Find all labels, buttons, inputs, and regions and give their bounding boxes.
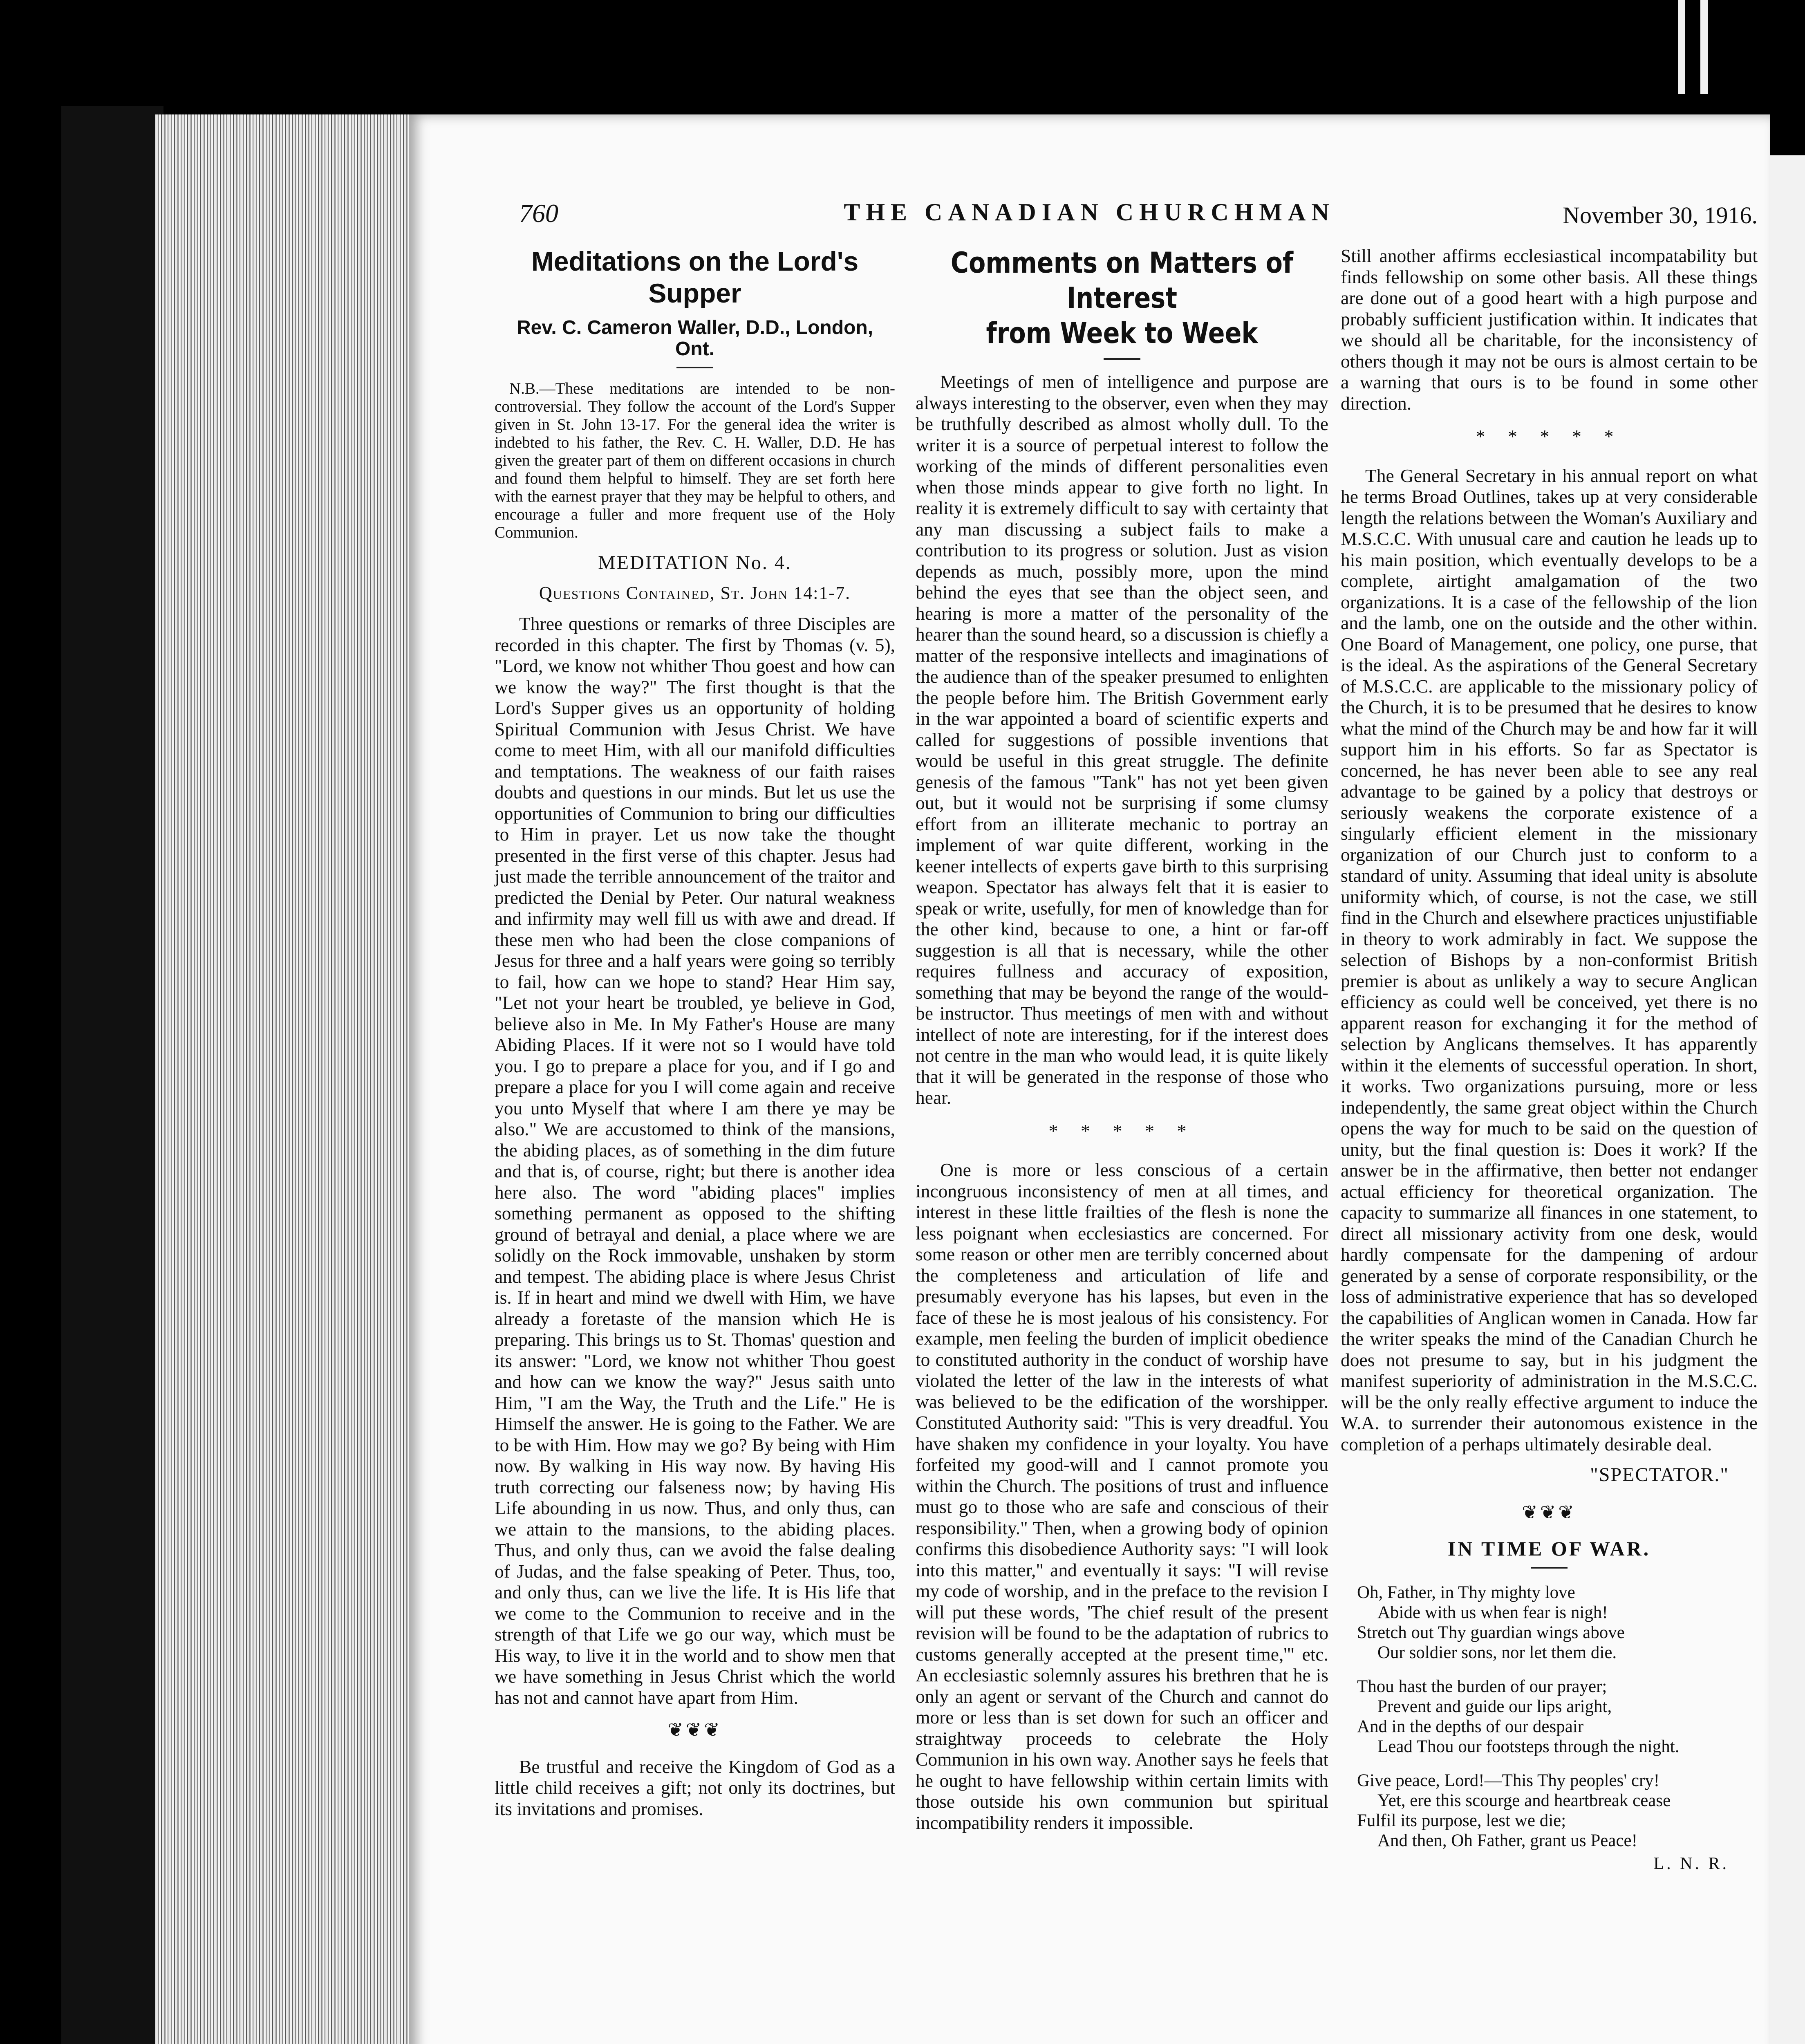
poem-line: Fulfil its purpose, lest we die; xyxy=(1357,1811,1566,1830)
comment-paragraph: Still another affirms ecclesiastical incompatability but finds fellowship on some other basis. All these things are done out of a good heart with a high purpose and probably sufficient justification within. It indicates that we should all be charitable, for the inconsistency of others though it may not be ours is almost certain to be a warning that ours is to be found in some other direction. xyxy=(1341,245,1758,414)
divider xyxy=(1531,1567,1568,1569)
poem-line: And then, Oh Father, grant us Peace! xyxy=(1377,1831,1637,1850)
page-header xyxy=(409,198,1770,231)
ornament-divider: ❦❦❦ xyxy=(667,1719,722,1740)
facing-page-edge xyxy=(1770,155,1805,2044)
poem-stanza xyxy=(1357,1771,1758,1851)
poem-title: IN TIME OF WAR. xyxy=(1447,1537,1651,1560)
section-separator: * * * * * xyxy=(1048,1120,1196,1141)
section-separator: * * * * * xyxy=(1476,426,1623,447)
article-byline: Rev. C. Cameron Waller, D.D., London, Ont. xyxy=(516,317,873,360)
poem-line: Stretch out Thy guardian wings above xyxy=(1357,1623,1625,1642)
poem-line: Thou hast the burden of our prayer; xyxy=(1357,1676,1607,1696)
ornament-divider: ❦❦❦ xyxy=(1522,1502,1577,1523)
publication-title: THE CANADIAN CHURCHMAN xyxy=(844,199,1335,226)
newspaper-page xyxy=(409,114,1770,2044)
meditation-subheading: Questions Contained, St. John 14:1-7. xyxy=(539,583,851,603)
book-spine-shadow xyxy=(61,106,163,2044)
article-title-line-1: Comments on Matters of Interest xyxy=(950,246,1294,315)
column-continued xyxy=(1341,245,1758,1874)
scan-background xyxy=(0,0,61,2044)
poem-line: Yet, ere this scourge and heartbreak cease xyxy=(1377,1791,1671,1810)
poem-line: Prevent and guide our lips aright, xyxy=(1377,1697,1612,1716)
poem-line: And in the depths of our despair xyxy=(1357,1717,1584,1736)
comment-paragraph: The General Secretary in his annual report on what he terms Broad Outlines, takes up at very considerable length the relations between the Woman's Auxiliary and M.S.C.C. With unusual care and caution he leads up to his main position, which eventually develops to be a complete, airtight amalgamation of the two organizations. It is a case of the fellowship of the lion and the lamb, one on the outside and the other within. One Board of Management, one policy, one purse, that is the ideal. As the aspirations of the General Secretary of M.S.C.C. are applicable to the missionary policy of the Church, it is to be presumed that he desires to know what the mind of the Church may be and how far it will support him in his efforts. So far as Spectator is concerned, he has never been able to see any real advantage to be gained by a policy that destroys or seriously weakens the corporate existence of a singularly efficient element in the missionary organization of our Church just to conform to a standard of unity. Assuming that ideal unity is absolute uniformity which, of course, is not the case, we still find in the Church and elsewhere practices unjustifiable in theory to work admirably in fact. We suppose the selection of Bishops by a non-conformist British premier is about as unlikely a way to secure Anglican efficiency as could well be conceived, yet there is no apparent reason for exchanging it for the method of selection by Anglicans themselves. It has apparently within it the elements of successful operation. In short, it works. Two organizations pursuing, more or less independently, the same great object within the Church opens the way for much to be said on the question of unity, but the final question is: Does it work? If the answer be in the affirmative, then better not endanger actual efficiency for theoretical organization. The capacity to summarize all finances in one statement, to direct all missionary activity from one desk, would hardly compensate for the dampening of ardour generated by a sense of corporate responsibility, or the loss of administrative experience that has so developed the capabilities of Anglican women in Canada. How far the writer speaks the mind of the Canadian Church he does not presume to say, but in his judgment the manifest superiority of administration in the M.S.C.C. will be the only really effective argument to induce the W.A. to surrender their autonomous existence in the completion of a perhaps ultimately desirable deal. xyxy=(1341,465,1758,1455)
poem-author: L. N. R. xyxy=(1653,1854,1729,1873)
meditation-heading: MEDITATION No. 4. xyxy=(598,552,792,574)
closing-paragraph: Be trustful and receive the Kingdom of God as a little child receives a gift; not only its doctrines, but its invitations and promises. xyxy=(495,1756,895,1819)
poem-line: Lead Thou our footsteps through the night. xyxy=(1377,1737,1680,1756)
poem-line: Oh, Father, in Thy mighty love xyxy=(1357,1582,1575,1602)
column-comments xyxy=(916,245,1328,1843)
poem-line: Abide with us when fear is nigh! xyxy=(1377,1602,1608,1622)
poem-stanza xyxy=(1357,1676,1758,1757)
article-body: Three questions or remarks of three Disciples are recorded in this chapter. The first by Thomas (v. 5), "Lord, we know not whither Thou goest and how can we know the way?" The first thought is that the Lord's Supper gives us an opportunity of holding Spiritual Communion with Jesus Christ. We have come to meet Him, with all our manifold difficulties and temptations. The weakness of our faith raises doubts and questions in our minds. But let us use the opportunities of Communion to bring our difficulties to Him in prayer. Let us now take the thought presented in the first verse of this chapter. Jesus had just made the terrible announcement of the traitor and predicted the Denial by Peter. Our natural weakness and infirmity may well fill us with awe and dread. If these men who had been the close companions of Jesus for three and a half years were going so terribly to fail, how can we hope to stand? Hear Him say, "Let not your heart be troubled, ye believe in God, believe also in Me. In My Father's House are many Abiding Places. If it were not so I would have told you. I go to prepare a place for you, and if I go and prepare a place for you I will come again and receive you unto Myself that where I am there ye may be also." We are accustomed to think of the mansions, the abiding places, as of something in the dim future and that is, of course, right; but there is another idea here also. The word "abiding places" implies something permanent as opposed to the shifting ground of betrayal and denial, a place where we are solidly on the Rock immovable, unshaken by storm and tempest. The abiding place is where Jesus Christ is. If in heart and mind we dwell with Him, we have already a foretaste of the mansion which He is preparing. This brings us to St. Thomas' question and its answer: "Lord, we know not whither Thou goest and how can we know the way?" Jesus saith unto Him, "I am the Way, the Truth and the Life." He is Himself the answer. He is going to the Father. We are to be with Him. How may we go? By being with Him now. By walking in His way now. By having His truth correcting our falseness now; by having His Life abounding in us now. Thus, and only thus, can we attain to the mansions, to the abiding places. Thus, and only thus, can we avoid the false dealing of Judas, and the false speaking of Peter. Thus, too, and only thus, can we live the life. It is His life that we come to the Communion to receive and in the strength of that Life we go our way, which must be His way, to live it in the world and to show men that we have something in Jesus Christ which the world has not and cannot have apart from Him. xyxy=(495,613,895,1708)
article-title: Meditations on the Lord's Supper xyxy=(531,246,859,308)
scanner-bar xyxy=(1700,0,1708,94)
poem-line: Give peace, Lord!—This Thy peoples' cry! xyxy=(1357,1771,1660,1790)
divider xyxy=(1104,358,1140,360)
column-meditations xyxy=(495,245,895,1829)
comment-paragraph: Meetings of men of intelligence and purpose are always interesting to the observer, even when they may be truthfully described as almost wholly dull. To the writer it is a source of perpetual interest to follow the working of the minds of different personalities even when those minds appear to give forth no light. In reality it is extremely difficult to say with certainty that any man discussing a subject fails to make a contribution to its progress or solution. Just as vision depends as much, possibly more, upon the mind behind the eyes that see than the object seen, and hearing is more a matter of the personality of the hearer than the sound heard, so a discussion is chiefly a matter of the responsive intellects and imaginations of the audience than of the speaker presumed to enlighten the people before him. The British Government early in the war appointed a board of scientific experts and called for suggestions of possible inventions that would be useful in this great struggle. The definite genesis of the famous "Tank" has not yet been given out, but it would not be surprising if some clumsy effort from an illiterate mechanic to portray an implement of war quite different, working in the keener intellects of experts gave birth to this surprising weapon. Spectator has always felt that it is easier to speak or write, usefully, for men of knowledge than for the other kind, because to one, a hint or far-off suggestion is all that is necessary, while the other requires fullness and accuracy of exposition, something that may be beyond the range of the would-be instructor. Thus meetings of men with and without intellect of note are interesting, for if the interest does not centre in the man who would lead, it is quite likely that it will be generated in the response of those who hear. xyxy=(916,371,1328,1108)
poem-stanza xyxy=(1357,1582,1758,1663)
page-number: 760 xyxy=(519,199,558,228)
article-title-line-2: from Week to Week xyxy=(986,316,1258,350)
author-signature: "SPECTATOR." xyxy=(1590,1464,1729,1486)
divider xyxy=(676,367,713,368)
poem xyxy=(1357,1582,1758,1874)
scanner-bar xyxy=(1678,0,1685,94)
poem-line: Our soldier sons, nor let them die. xyxy=(1377,1643,1617,1662)
issue-date: November 30, 1916. xyxy=(1563,202,1758,229)
editor-note: N.B.—These meditations are intended to be non-controversial. They follow the account of the Lord's Supper given in St. John 13-17. For the general idea the writer is indebted to his father, the Rev. C. H. Waller, D.D. He has given the greater part of them on different occasions in church and found them helpful to himself. They are set forth here with the earnest prayer that they may be helpful to others, and encourage a fuller and more frequent use of the Holy Communion. xyxy=(495,380,895,541)
comment-paragraph: One is more or less conscious of a certain incongruous inconsistency of men at all times, and interest in these little frailties of the flesh is none the less poignant when ecclesiastics are concerned. For some reason or other men are terribly concerned about the completeness and articulation of life and presumably everyone has his lapses, but even in the face of these he is most jealous of his consistency. For example, men feeling the burden of implicit obedience to constituted authority in the conduct of worship have violated the letter of the law in the interests of what was believed to be the edification of the worshipper. Constituted Authority said: "This is very dreadful. You have shaken my confidence in your loyalty. You have forfeited my good-will and I cannot promote you within the Church. The positions of trust and influence must go to those who are safe and conscious of their responsibility." Then, when a growing body of opinion confirms this disobedience Authority says: "I will look into this matter," and eventually it says: "I will revise my code of worship, and in the preface to the revision I will put these words, 'The chief result of the present revision will be found to be the adaptation of rubrics to customs generally accepted at the present time,'" etc. An ecclesiastic solemnly assures his brethren that he is only an agent or servant of the Church and cannot do more or less than is set down for such an officer and straightway proceeds to celebrate the Holy Communion in his own way. Another says he feels that he ought to have fellowship within certain limits with those outside his own communion but spiritual incompatibility renders it impossible. xyxy=(916,1159,1328,1833)
book-page-edges xyxy=(155,114,409,2044)
